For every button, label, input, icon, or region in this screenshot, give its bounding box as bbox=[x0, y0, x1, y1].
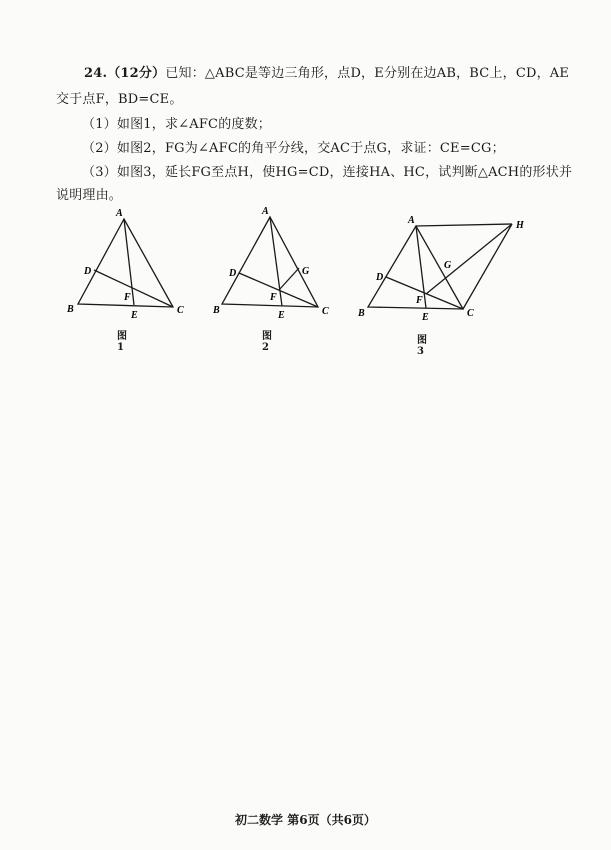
question-part-3-line1: （3）如图3，延长FG至点H，使HG=CD，连接HA、HC，试判断△ACH的形状并 bbox=[82, 165, 573, 180]
question-part-2: （2）如图2，FG为∠AFC的角平分线，交AC于点G，求证：CE=CG； bbox=[82, 141, 505, 156]
point-b-label: B bbox=[213, 305, 220, 316]
question-part-3-line2: 说明理由。 bbox=[56, 188, 123, 203]
point-e-label: E bbox=[131, 310, 138, 321]
point-b-label: B bbox=[358, 308, 365, 319]
point-c-label: C bbox=[467, 308, 474, 319]
point-g-label: G bbox=[444, 260, 452, 271]
point-c-label: C bbox=[177, 305, 184, 316]
figure-2-caption: 图2 bbox=[262, 331, 272, 353]
segment-ch bbox=[463, 224, 512, 309]
figure-1-caption: 图1 bbox=[117, 331, 127, 353]
point-e-label: E bbox=[278, 310, 285, 321]
point-a-label: A bbox=[262, 206, 269, 217]
point-d-label: D bbox=[229, 268, 237, 279]
point-f-label: F bbox=[270, 292, 277, 303]
figure-3-caption: 图3 bbox=[417, 335, 427, 357]
question-stem-line2: 交于点F，BD=CE。 bbox=[56, 92, 183, 107]
question-stem-line1: 已知：△ABC是等边三角形，点D，E分别在边AB，BC上，CD，AE bbox=[165, 66, 570, 81]
point-f-label: F bbox=[416, 295, 423, 306]
point-f-label: F bbox=[124, 292, 131, 303]
segment-fh bbox=[426, 224, 512, 294]
point-a-label: A bbox=[408, 215, 415, 226]
point-d-label: D bbox=[376, 272, 384, 283]
segment-ah bbox=[416, 224, 512, 226]
point-h-label: H bbox=[516, 220, 524, 231]
question-score: （12分） bbox=[107, 66, 166, 81]
point-c-label: C bbox=[322, 306, 329, 317]
question-part-1: （1）如图1，求∠AFC的度数； bbox=[82, 117, 271, 132]
segment-cd bbox=[386, 277, 463, 309]
point-a-label: A bbox=[116, 208, 123, 219]
point-e-label: E bbox=[422, 312, 429, 323]
point-g-label: G bbox=[302, 266, 310, 277]
point-b-label: B bbox=[67, 304, 74, 315]
question-number: 24. bbox=[84, 66, 108, 81]
page-footer: 初二数学 第6页（共6页） bbox=[235, 813, 376, 827]
point-d-label: D bbox=[84, 266, 92, 277]
